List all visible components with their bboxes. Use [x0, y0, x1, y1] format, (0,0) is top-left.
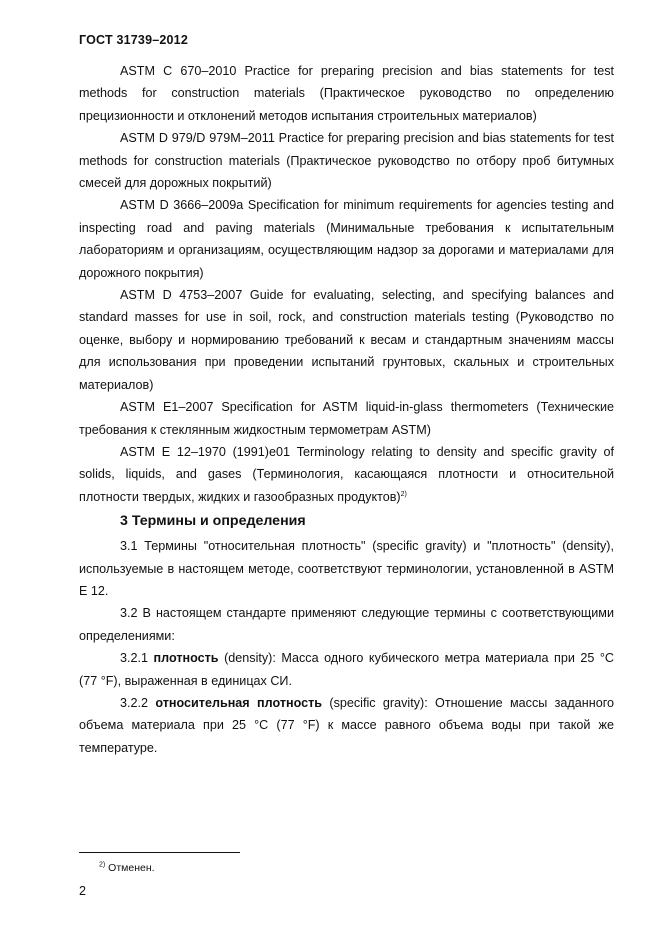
- reference-astm-e1: ASTM E1–2007 Specification for ASTM liquid-in-glass thermometers (Технические требования к стеклянным жидкостным термометрам ASTM): [79, 400, 614, 437]
- clause-3-2-1-number: 3.2.1: [120, 651, 149, 666]
- footnote-reference-mark[interactable]: 2): [400, 490, 407, 498]
- reference-astm-d979: ASTM D 979/D 979M–2011 Practice for preparing precision and bias statements for test methods for construction materials (Практическое руководство по отбору проб битумных смесей для дорожных покрытий): [79, 131, 614, 191]
- definition-density: (density): Масса одного кубического метра материала при 25 °С (77 °F), выраженная в единицах СИ.: [79, 651, 614, 688]
- footnote: [99, 861, 155, 875]
- reference-astm-e12: [79, 441, 614, 508]
- page-number: 2: [79, 884, 87, 898]
- clause-3-2: 3.2 В настоящем стандарте применяют следующие термины с соответствующими определениями:: [79, 606, 614, 643]
- reference-astm-d3666: ASTM D 3666–2009a Specification for minimum requirements for agencies testing and inspecting road and paving materials (Минимальные требования к испытательным лабораториям и организациям, осуществляющим надзор за дорогами и материалами для дорожного покрытия): [79, 198, 614, 280]
- document-header: ГОСТ 31739–2012: [79, 33, 188, 47]
- reference-astm-d4753: ASTM D 4753–2007 Guide for evaluating, selecting, and specifying balances and standard masses for use in soil, rock, and construction materials testing (Руководство по оценке, выбору и нормированию требований к весам и стандартным значениям массы для использования при проведении испытаний грунтовых, скальных и строительных материалов): [79, 288, 614, 392]
- reference-astm-c670: ASTM C 670–2010 Practice for preparing precision and bias statements for test methods for construction materials (Практическое руководство по определению прецизионности и отклонений методов испытания строительных материалов): [79, 64, 614, 123]
- clause-3-2-1: [79, 647, 614, 692]
- term-specific-gravity: относительная плотность: [155, 695, 323, 710]
- page-content: [79, 60, 614, 759]
- section-3-title: 3 Термины и определения: [120, 513, 306, 530]
- definition-specific-gravity: (specific gravity): Отношение массы заданного объема материала при 25 °С (77 °F) к массе равного объема воды при такой же температуре.: [79, 695, 615, 755]
- footnote-mark: 2): [99, 861, 106, 869]
- footnote-text: Отменен.: [108, 862, 155, 874]
- clause-3-1: 3.1 Термины "относительная плотность" (specific gravity) и "плотность" (density), используемые в настоящем методе, соответствуют терминологии, установленной в ASTM Е 12.: [79, 539, 614, 598]
- reference-astm-e12-text: ASTM E 12–1970 (1991)е01 Terminology relating to density and specific gravity of solids, liquids, and gases (Терминология, касающаяся плотности и относительной плотности твердых, жидких и газообразных продуктов): [79, 444, 614, 504]
- clause-3-2-2: [79, 692, 614, 759]
- clause-3-2-2-number: 3.2.2: [120, 695, 149, 710]
- term-density: плотность: [153, 651, 219, 666]
- footnote-divider: [79, 852, 240, 853]
